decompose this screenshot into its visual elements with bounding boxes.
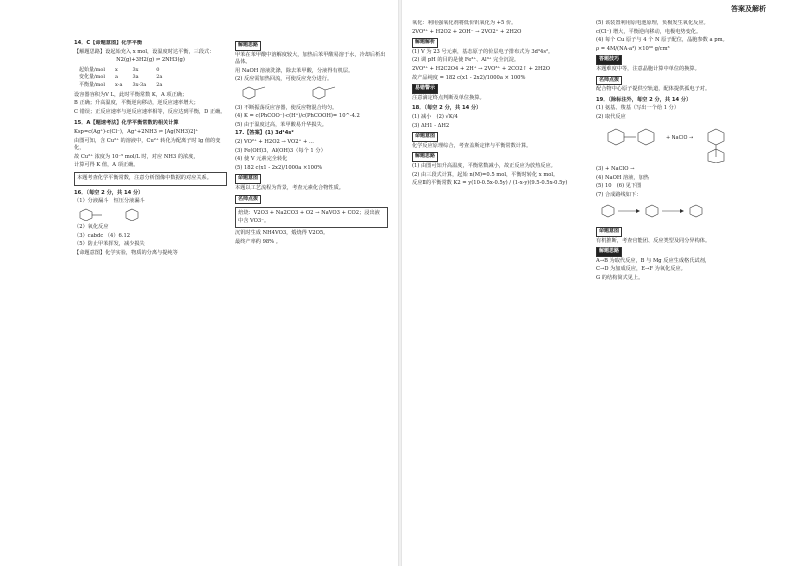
tag-technique: 答题技巧 [596, 55, 622, 65]
q16-answer-3: （3）cabdc （4）6.12 [74, 232, 131, 239]
q17-heading: 17.【答案】(1) 3d¹4s² [235, 130, 294, 137]
col4-text: c(Cl⁻) 增大，平衡逆向移动，电极电势变化。 [596, 28, 702, 35]
column-4 [596, 20, 772, 556]
synthesis-route-icon [596, 201, 746, 223]
tag-analysis: 解题解析 [412, 38, 438, 48]
col4-text: 配合物中心原子提供空轨道，配体提供孤电子对。 [596, 86, 711, 93]
q15-solution-3: 故 Cu²⁺ 浓度为 10⁻⁵ mol/L 时，对应 NH3 的浓度， [74, 153, 199, 160]
q17-answer: (5) 182 c(x1 - 2x2)/1000a ×100% [235, 164, 323, 171]
q15-tip-box: 本题考查化学平衡常数，注意分析图像中数据的对应关系。 [74, 172, 227, 186]
q16-answer-1: （1）分液漏斗 恒压分液漏斗 [74, 198, 145, 205]
col3-text: 注意滴定终点判断及单位换算。 [412, 94, 485, 101]
q14-equation: N2(g)+3H2(g) ⇌ 2NH3(g) [116, 57, 185, 64]
col3-text: (1) V 为 23 号元素，基态原子的价层电子排布式为 3d³4s²。 [412, 48, 554, 55]
tag-solution: 解题思路 [412, 152, 438, 162]
col4-text: C→D 为加成反应，E→F 为氧化反应。 [596, 266, 686, 273]
q15-solution-4: 计算可得 K 值，A 项正确。 [74, 162, 139, 169]
tag-warning: 易错警示 [412, 84, 438, 94]
q19-answer: (3) + NaClO → [596, 166, 635, 173]
process-box: 焙烧：V2O3 + Na2CO3 + O2 → NaVO3 + CO2；浸出液中含 VO3⁻。 [235, 207, 388, 228]
tag-tip: 名师点拨 [235, 195, 261, 205]
page-header: 答案及解析 [731, 5, 766, 13]
col2-text: 用 NaOH 溶液洗涤，除去苯甲酸，分液得有机层。 [235, 67, 354, 74]
col3-text: 故产品纯度 = 182 c(x1 - 2x2)/1000a × 100% [412, 74, 526, 81]
col3-equation: 2VO²⁺ + H2C2O4 + 2H⁺ → 2VO³⁺ + 2CO2↑ + 2H2O [412, 65, 551, 72]
q17-answer: (3) Fe(OH)3，Al(OH)3（每个 1 分） [235, 147, 326, 154]
q18-answer: (3) ΔH1 - ΔH2 [412, 122, 450, 129]
col4-text: 本题难度中等，注意晶胞计算中单位的换算。 [596, 65, 700, 72]
organic-structure-icon [596, 123, 746, 163]
col2-text: 本题以工艺流程为背景，考查元素化合物性质。 [235, 184, 344, 191]
svg-text:+ NaClO →: + NaClO → [666, 134, 694, 141]
q14-heading: 14．C【命题意图】化学平衡 [74, 40, 143, 46]
q14-solution-2: 设容器容积为V L，此时平衡常数 K，A 项正确； [74, 91, 188, 98]
column-1 [74, 40, 227, 556]
column-3 [412, 20, 588, 556]
col2-text: 甲苯在苯甲酸中溶解度较大，加热后苯甲酸易溶于水，冷却后析出晶体。 [235, 51, 386, 66]
toluene-structure-icon [235, 85, 355, 101]
benzene-structure-icon [74, 207, 174, 221]
q16-answer-4: （5）防止甲苯挥发，减少损失 [74, 241, 145, 248]
col2-text: (5) 由于温度过高，苯甲酸易升华损失。 [235, 121, 327, 128]
col3-text: (2) 由三段式计算，起始 n(M)=0.5 mol，平衡时转化 x mol。 [412, 171, 559, 178]
q19-answer: (5) 10 (6) 见下图 [596, 183, 642, 190]
col4-text: G 的结构简式见上。 [596, 275, 644, 282]
tag-tip: 名师点拨 [596, 76, 622, 86]
column-2 [235, 40, 388, 556]
col2-text: 沉钒时生成 NH4VO3，煅烧得 V2O5。 [235, 230, 329, 237]
q17-answer: (2) VO²⁺ + H2O2 → VO2⁺ + ... [235, 138, 314, 145]
table-row: 平衡量/mol x-a 3x-3a 2a [79, 81, 163, 88]
q14-solution-1: 【解题思路】设起始充入 x mol，设温度时达平衡，三段式： [74, 48, 215, 55]
col3-text: (1) 由图可知升高温度，平衡常数减小，故正反应为放热反应。 [412, 162, 556, 169]
q16-heading: 16．（每空 2 分，共 14 分） [74, 189, 144, 196]
q15-heading: 15．A【题速考法】化学平衡常数的相关计算 [74, 120, 179, 127]
col4-text: 有机推断，考查官能团、反应类型及同分异构体。 [596, 237, 711, 244]
q19-answer: (4) NaOH 溶液，加热 [596, 174, 649, 181]
table-row: 变化量/mol a 3a 2a [79, 74, 163, 81]
col2-text: (4) K = c(PhCOO⁻)·c(H⁺)/c(PhCOOH)= 10^-4.2 [235, 113, 360, 120]
col3-text: 氧化：利用强氧化剂将低价钒氧化为 +5 价。 [412, 20, 517, 26]
q19-answer: (7) 合成路线如下： [596, 191, 642, 198]
col3-equation: 2VO²⁺ + H2O2 + 2OH⁻ → 2VO2⁺ + 2H2O [412, 28, 522, 35]
q15-solution-2: 由图可知，含 Cu²⁺ 的溶液中，Cu²⁺ 转化为配离子时 lg 值的变化， [74, 137, 221, 152]
col2-text: 最终产率约 98% 。 [235, 238, 281, 245]
q19-answer: (1) 氨基、羧基（写出一个给 1 分） [596, 105, 680, 112]
tag-intent: 命题意图 [412, 132, 438, 142]
q19-answer: (2) 取代反应 [596, 113, 626, 120]
q14-solution-3: B 正确；升高温度，平衡逆向移动，逆反应速率增大； [74, 100, 199, 107]
q14-ice-table [74, 67, 167, 90]
tag-intent: 命题意图 [596, 227, 622, 237]
col4-text: (5) 该装置利用原电池原理，负极发生氧化反应。 [596, 20, 709, 26]
q14-solution-4: C 错误；正反应速率与逆反应速率相等，反应达到平衡，D 正确。 [74, 108, 226, 115]
col3-text: 反应Ⅱ的平衡常数 K2 = y(10-0.5x-0.5y) / (1-x-y)(9.5-0.5x-0.5y) [412, 180, 568, 187]
q16-answer-2: （2）氧化反应 [74, 224, 109, 231]
col4-text: (4) 每个 Cu 原子与 4 个 N 原子配位，晶胞参数 a pm。 [596, 37, 728, 44]
col4-text: A→B 为取代反应，B 与 Mg 反应生成格氏试剂， [596, 257, 710, 264]
right-page [400, 0, 800, 566]
q19-heading: 19．（除标注外，每空 2 分，共 14 分） [596, 96, 692, 103]
col3-text: 化学反应原理综合，考查盖斯定律与平衡常数计算。 [412, 142, 532, 149]
tag-intent: 命题意图 [235, 174, 261, 184]
col3-text: (2) 调 pH 的目的是使 Fe³⁺、Al³⁺ 完全沉淀。 [412, 57, 520, 64]
tag-solution: 解题思路 [235, 41, 261, 51]
col4-text: ρ = 4M/(NA·a³) ×10³⁰ g/cm³ [596, 45, 670, 52]
tag-solution: 解题思路 [596, 247, 622, 257]
col2-text: (2) 反应需加热回流，可使反应充分进行。 [235, 76, 333, 83]
q17-answer: (4) 使 V 元素完全转化 [235, 156, 288, 163]
q16-note: 【命题意图】化学实验，物质的分离与提纯等 [74, 250, 178, 257]
q15-solution-1: Ksp=c(Ag⁺)·c(Cl⁻)，Ag⁺+2NH3 ⇌ [Ag(NH3)2]⁺ [74, 128, 199, 135]
col2-text: (3) 不断振荡反应容器，使反应物混合均匀。 [235, 104, 338, 111]
q18-answer: (1) 减小 (2) √K/4 [412, 113, 458, 120]
q18-heading: 18．（每空 2 分，共 14 分） [412, 105, 482, 112]
table-row: 起始量/mol x 3x 0 [79, 66, 160, 73]
